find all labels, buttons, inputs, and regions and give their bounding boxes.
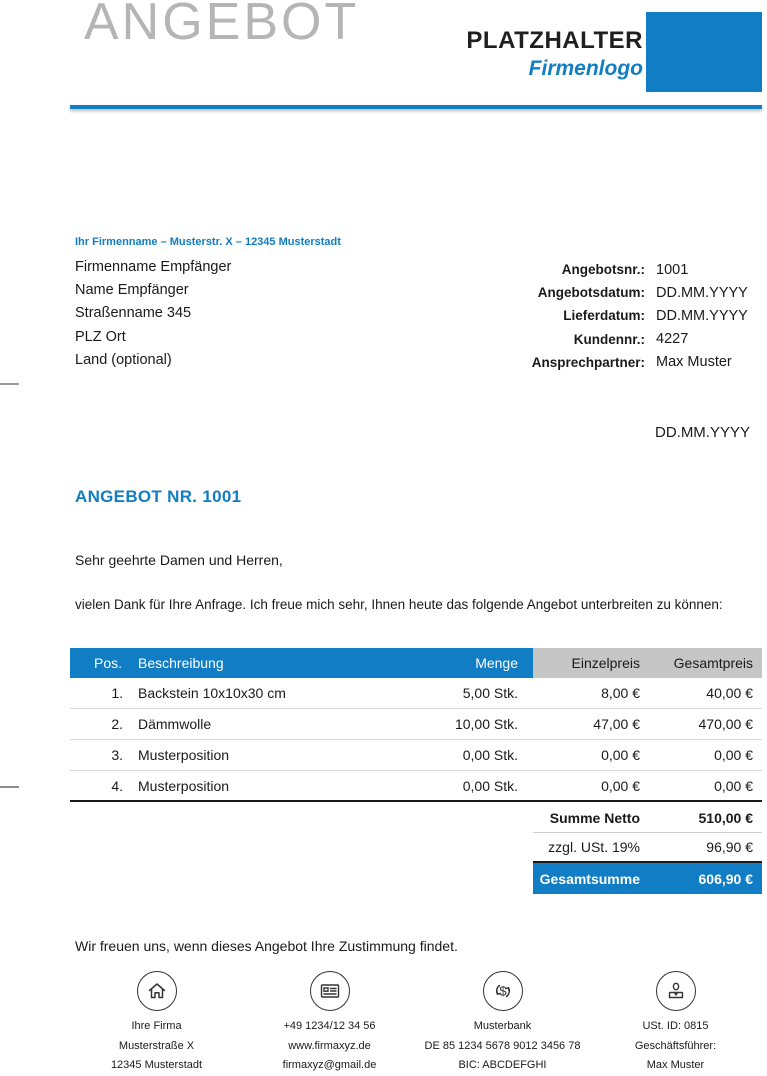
footer	[70, 971, 762, 1076]
column-header-desc: Beschreibung	[128, 648, 418, 678]
meta-value: DD.MM.YYYY	[656, 307, 748, 324]
footer-company: Ihre Firma	[131, 1020, 182, 1032]
cell-unit: 0,00 €	[601, 747, 640, 763]
cell-pos: 3.	[111, 747, 123, 763]
footer-phone: +49 1234/12 34 56	[283, 1020, 376, 1032]
page-title: ANGEBOT NR. 1001	[75, 487, 242, 506]
cell-desc: Dämmwolle	[138, 716, 212, 732]
footer-bic: BIC: ABCDEFGHI	[458, 1059, 547, 1071]
table-row	[70, 678, 762, 709]
recipient-address	[75, 256, 231, 372]
table-header-row	[70, 648, 762, 678]
svg-text:$: $	[498, 983, 507, 999]
net-total-label: Summe Netto	[549, 809, 640, 826]
closing-text: Wir freuen uns, wenn dieses Angebot Ihre Zustimmung findet.	[75, 938, 458, 954]
offer-meta	[400, 258, 762, 374]
footer-bank-name: Musterbank	[473, 1020, 532, 1032]
cell-total: 0,00 €	[714, 777, 753, 794]
footer-vat-id: USt. ID: 0815	[642, 1020, 709, 1032]
footer-iban: DE 85 1234 5678 9012 3456 78	[424, 1039, 581, 1052]
contact-card-icon	[310, 971, 350, 1011]
meta-label: Angebotsnr.:	[561, 262, 645, 278]
recipient-country: Land (optional)	[75, 351, 172, 368]
footer-column-contact	[243, 971, 416, 1076]
cell-total: 470,00 €	[698, 716, 753, 732]
table-row	[70, 740, 762, 771]
meta-value: DD.MM.YYYY	[656, 284, 748, 301]
vat-row	[533, 833, 762, 863]
cell-qty: 10,00 Stk.	[454, 716, 518, 732]
cell-unit: 0,00 €	[601, 777, 640, 794]
footer-md-name: Max Muster	[646, 1059, 705, 1071]
document-date: DD.MM.YYYY	[654, 424, 750, 441]
footer-email: firmaxyz@gmail.de	[282, 1059, 377, 1071]
person-icon	[656, 971, 696, 1011]
meta-label: Angebotsdatum:	[537, 285, 645, 301]
company-logo	[0, 27, 643, 81]
vat-value: 96,90 €	[706, 839, 753, 855]
cell-pos: 2.	[111, 716, 123, 732]
logo-subtitle: Firmenlogo	[528, 57, 643, 80]
logo-name: PLATZHALTER	[466, 27, 643, 54]
vat-label: zzgl. USt. 19%	[548, 839, 640, 855]
meta-value: Max Muster	[656, 354, 732, 371]
cell-desc: Backstein 10x10x30 cm	[138, 685, 286, 701]
net-total-row	[533, 803, 762, 833]
table-row	[70, 709, 762, 740]
fold-mark-bottom	[0, 786, 19, 788]
cell-pos: 1.	[111, 685, 123, 701]
column-header-qty: Menge	[418, 648, 533, 678]
totals-summary	[533, 803, 762, 894]
fold-mark-top	[0, 383, 19, 385]
cell-qty: 0,00 Stk.	[462, 777, 518, 794]
meta-value: 1001	[656, 261, 689, 278]
watermark-title: ANGEBOT	[84, 0, 360, 51]
greeting-text: Sehr geehrte Damen und Herren,	[75, 552, 283, 568]
cell-total: 40,00 €	[706, 685, 753, 701]
meta-label: Ansprechpartner:	[531, 354, 645, 370]
header-divider	[70, 105, 762, 109]
cell-desc: Musterposition	[138, 747, 230, 763]
column-header-unit: Einzelpreis	[533, 648, 648, 678]
intro-text: vielen Dank für Ihre Anfrage. Ich freue mich sehr, Ihnen heute das folgende Angebot unterbreiten zu können:	[75, 597, 723, 612]
cell-desc: Musterposition	[138, 777, 230, 794]
sender-line: Ihr Firmenname – Musterstr. X – 12345 Musterstadt	[75, 236, 341, 248]
meta-label: Kundennr.:	[573, 331, 645, 347]
cell-pos: 4.	[111, 777, 123, 794]
footer-column-address	[70, 971, 243, 1076]
house-icon	[137, 971, 177, 1011]
footer-city: 12345 Musterstadt	[110, 1059, 203, 1071]
footer-md-label: Geschäftsführer:	[634, 1039, 717, 1052]
recipient-company: Firmenname Empfänger	[75, 259, 232, 275]
recipient-name: Name Empfänger	[75, 282, 189, 299]
grand-total-row	[533, 863, 762, 894]
meta-row-customer-number	[400, 328, 762, 351]
cell-unit: 8,00 €	[601, 685, 640, 701]
meta-value: 4227	[656, 331, 689, 348]
bank-transfer-icon	[483, 971, 523, 1011]
grand-total-value: 606,90 €	[698, 870, 753, 887]
recipient-city: PLZ Ort	[75, 328, 126, 345]
column-header-total: Gesamtpreis	[648, 648, 762, 678]
cell-total: 0,00 €	[714, 747, 753, 763]
footer-street: Musterstraße X	[118, 1039, 195, 1052]
meta-row-number	[400, 258, 762, 281]
grand-total-label: Gesamtsumme	[539, 870, 640, 887]
table-row	[70, 771, 762, 802]
footer-column-legal	[589, 971, 762, 1076]
items-table	[70, 648, 762, 802]
cell-unit: 47,00 €	[593, 716, 640, 732]
recipient-street: Straßenname 345	[75, 305, 192, 322]
footer-column-bank	[416, 971, 589, 1076]
footer-website: www.firmaxyz.de	[288, 1039, 371, 1052]
column-header-pos: Pos.	[70, 648, 128, 678]
cell-qty: 0,00 Stk.	[462, 747, 518, 763]
cell-qty: 5,00 Stk.	[462, 685, 518, 701]
net-total-value: 510,00 €	[698, 809, 753, 826]
meta-label: Lieferdatum:	[563, 308, 645, 324]
logo-square-icon	[646, 12, 762, 92]
meta-row-offer-date	[400, 281, 762, 304]
meta-row-delivery-date	[400, 304, 762, 327]
meta-row-contact	[400, 351, 762, 374]
